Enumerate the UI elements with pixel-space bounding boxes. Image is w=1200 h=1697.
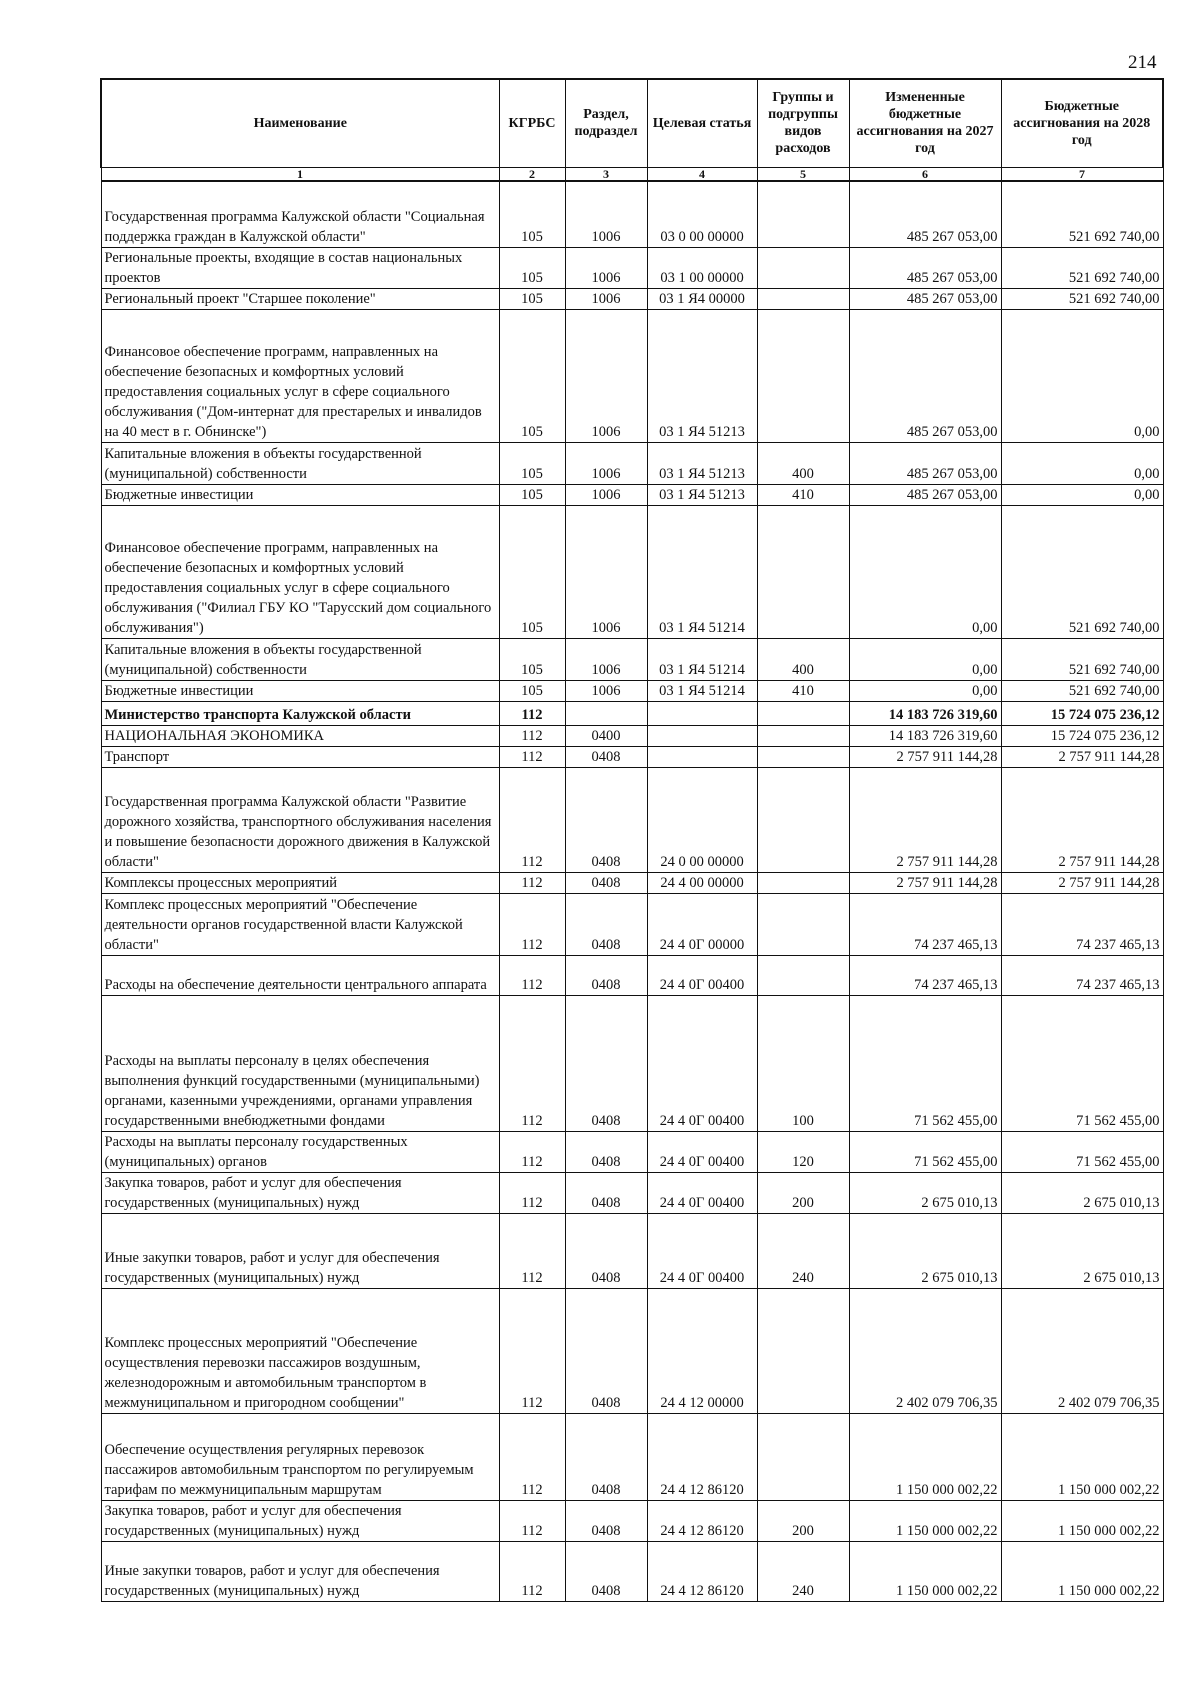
row-target-article: 24 4 0Г 00400 bbox=[647, 1132, 757, 1173]
row-expense-type bbox=[757, 289, 849, 310]
row-expense-type: 400 bbox=[757, 639, 849, 681]
row-amount-2027: 485 267 053,00 bbox=[849, 310, 1001, 443]
header-amount-2027: Измененные бюджетные ассигнования на 2027 год bbox=[849, 79, 1001, 167]
row-target-article: 03 1 Я4 51213 bbox=[647, 485, 757, 506]
row-section: 0408 bbox=[565, 768, 647, 873]
table-row bbox=[101, 248, 1163, 289]
row-name: Комплекс процессных мероприятий "Обеспечение осуществления перевозки пассажиров воздушным, железнодорожным и автомобильным транспортом в межмуниципальном и пригородном сообщении" bbox=[101, 1289, 499, 1414]
row-target-article: 24 4 0Г 00400 bbox=[647, 996, 757, 1132]
row-amount-2027: 485 267 053,00 bbox=[849, 181, 1001, 248]
row-kgrbs: 105 bbox=[499, 289, 565, 310]
row-section bbox=[565, 702, 647, 726]
row-amount-2027: 1 150 000 002,22 bbox=[849, 1414, 1001, 1501]
row-amount-2027: 2 757 911 144,28 bbox=[849, 747, 1001, 768]
row-amount-2027: 2 675 010,13 bbox=[849, 1214, 1001, 1289]
row-target-article: 03 1 00 00000 bbox=[647, 248, 757, 289]
row-kgrbs: 112 bbox=[499, 768, 565, 873]
row-section: 0408 bbox=[565, 1289, 647, 1414]
table-row bbox=[101, 639, 1163, 681]
row-section: 1006 bbox=[565, 681, 647, 702]
row-expense-type: 410 bbox=[757, 485, 849, 506]
table-row bbox=[101, 768, 1163, 873]
column-number: 2 bbox=[499, 167, 565, 181]
row-amount-2027: 14 183 726 319,60 bbox=[849, 726, 1001, 747]
row-expense-type: 240 bbox=[757, 1214, 849, 1289]
row-section: 0408 bbox=[565, 747, 647, 768]
row-amount-2028: 71 562 455,00 bbox=[1001, 996, 1163, 1132]
row-section: 0400 bbox=[565, 726, 647, 747]
table-row bbox=[101, 310, 1163, 443]
row-amount-2028: 74 237 465,13 bbox=[1001, 894, 1163, 956]
row-amount-2027: 0,00 bbox=[849, 639, 1001, 681]
header-expense-type: Группы и подгруппы видов расходов bbox=[757, 79, 849, 167]
column-number: 4 bbox=[647, 167, 757, 181]
row-section: 1006 bbox=[565, 289, 647, 310]
row-kgrbs: 105 bbox=[499, 310, 565, 443]
row-amount-2028: 0,00 bbox=[1001, 485, 1163, 506]
row-kgrbs: 105 bbox=[499, 485, 565, 506]
row-target-article: 24 4 0Г 00400 bbox=[647, 1214, 757, 1289]
table-row bbox=[101, 1289, 1163, 1414]
row-amount-2027: 71 562 455,00 bbox=[849, 996, 1001, 1132]
page-number: 214 bbox=[1128, 52, 1157, 73]
row-amount-2028: 1 150 000 002,22 bbox=[1001, 1542, 1163, 1602]
table-row bbox=[101, 1132, 1163, 1173]
row-amount-2028: 15 724 075 236,12 bbox=[1001, 726, 1163, 747]
row-kgrbs: 105 bbox=[499, 181, 565, 248]
row-target-article: 03 1 Я4 51213 bbox=[647, 443, 757, 485]
row-section: 1006 bbox=[565, 248, 647, 289]
row-name: Финансовое обеспечение программ, направленных на обеспечение безопасных и комфортных условий предоставления социальных услуг в сфере социального обслуживания ("Дом-интернат для престарелых и инвалидов на 40 мест в г. Обнинске") bbox=[101, 310, 499, 443]
row-expense-type bbox=[757, 1414, 849, 1501]
row-target-article: 03 1 Я4 51214 bbox=[647, 639, 757, 681]
row-amount-2028: 2 675 010,13 bbox=[1001, 1214, 1163, 1289]
row-section: 1006 bbox=[565, 639, 647, 681]
row-kgrbs: 105 bbox=[499, 681, 565, 702]
row-kgrbs: 112 bbox=[499, 873, 565, 894]
row-expense-type bbox=[757, 956, 849, 996]
row-expense-type: 120 bbox=[757, 1132, 849, 1173]
row-expense-type bbox=[757, 747, 849, 768]
budget-allocation-table bbox=[100, 78, 1164, 1602]
row-name: Закупка товаров, работ и услуг для обеспечения государственных (муниципальных) нужд bbox=[101, 1501, 499, 1542]
header-target-article: Целевая статья bbox=[647, 79, 757, 167]
row-name: Государственная программа Калужской области "Развитие дорожного хозяйства, транспортного обслуживания населения и повышение безопасности дорожного движения в Калужской области" bbox=[101, 768, 499, 873]
row-kgrbs: 112 bbox=[499, 702, 565, 726]
row-amount-2028: 15 724 075 236,12 bbox=[1001, 702, 1163, 726]
row-target-article: 03 0 00 00000 bbox=[647, 181, 757, 248]
table-row bbox=[101, 873, 1163, 894]
row-name: Капитальные вложения в объекты государственной (муниципальной) собственности bbox=[101, 443, 499, 485]
row-name: Закупка товаров, работ и услуг для обеспечения государственных (муниципальных) нужд bbox=[101, 1173, 499, 1214]
table-row bbox=[101, 702, 1163, 726]
row-kgrbs: 112 bbox=[499, 1542, 565, 1602]
row-kgrbs: 105 bbox=[499, 639, 565, 681]
row-name: Транспорт bbox=[101, 747, 499, 768]
row-amount-2027: 14 183 726 319,60 bbox=[849, 702, 1001, 726]
row-name: Обеспечение осуществления регулярных перевозок пассажиров автомобильным транспортом по регулируемым тарифам по межмуниципальным маршрутам bbox=[101, 1414, 499, 1501]
table-row bbox=[101, 1173, 1163, 1214]
row-kgrbs: 112 bbox=[499, 956, 565, 996]
row-expense-type bbox=[757, 726, 849, 747]
row-name: Расходы на выплаты персоналу в целях обеспечения выполнения функций государственными (муниципальными) органами, казенными учреждениями, органами управления государственными внебюджетными фондами bbox=[101, 996, 499, 1132]
row-amount-2027: 2 675 010,13 bbox=[849, 1173, 1001, 1214]
row-target-article: 24 4 00 00000 bbox=[647, 873, 757, 894]
row-target-article bbox=[647, 726, 757, 747]
row-target-article: 24 4 12 86120 bbox=[647, 1414, 757, 1501]
row-section: 1006 bbox=[565, 506, 647, 639]
table-row bbox=[101, 443, 1163, 485]
table-row bbox=[101, 726, 1163, 747]
row-expense-type: 100 bbox=[757, 996, 849, 1132]
row-name: НАЦИОНАЛЬНАЯ ЭКОНОМИКА bbox=[101, 726, 499, 747]
row-kgrbs: 112 bbox=[499, 894, 565, 956]
row-amount-2028: 521 692 740,00 bbox=[1001, 248, 1163, 289]
row-kgrbs: 112 bbox=[499, 1173, 565, 1214]
row-section: 0408 bbox=[565, 873, 647, 894]
row-amount-2028: 0,00 bbox=[1001, 443, 1163, 485]
row-amount-2027: 74 237 465,13 bbox=[849, 894, 1001, 956]
row-expense-type bbox=[757, 894, 849, 956]
row-section: 0408 bbox=[565, 996, 647, 1132]
row-amount-2028: 74 237 465,13 bbox=[1001, 956, 1163, 996]
row-section: 0408 bbox=[565, 1173, 647, 1214]
row-section: 1006 bbox=[565, 181, 647, 248]
row-expense-type bbox=[757, 1289, 849, 1414]
row-amount-2028: 521 692 740,00 bbox=[1001, 289, 1163, 310]
row-expense-type bbox=[757, 702, 849, 726]
header-section: Раздел, подраздел bbox=[565, 79, 647, 167]
table-row bbox=[101, 1501, 1163, 1542]
row-name: Министерство транспорта Калужской области bbox=[101, 702, 499, 726]
row-section: 0408 bbox=[565, 894, 647, 956]
row-name: Бюджетные инвестиции bbox=[101, 681, 499, 702]
row-kgrbs: 112 bbox=[499, 726, 565, 747]
row-name: Капитальные вложения в объекты государственной (муниципальной) собственности bbox=[101, 639, 499, 681]
row-amount-2027: 0,00 bbox=[849, 681, 1001, 702]
row-kgrbs: 105 bbox=[499, 443, 565, 485]
row-section: 1006 bbox=[565, 310, 647, 443]
row-section: 1006 bbox=[565, 485, 647, 506]
row-section: 0408 bbox=[565, 1132, 647, 1173]
row-target-article: 24 4 0Г 00000 bbox=[647, 894, 757, 956]
header-kgrbs: КГРБС bbox=[499, 79, 565, 167]
row-amount-2027: 1 150 000 002,22 bbox=[849, 1542, 1001, 1602]
row-expense-type bbox=[757, 873, 849, 894]
row-section: 0408 bbox=[565, 1414, 647, 1501]
row-target-article: 24 0 00 00000 bbox=[647, 768, 757, 873]
row-target-article: 03 1 Я4 51214 bbox=[647, 506, 757, 639]
row-amount-2028: 521 692 740,00 bbox=[1001, 639, 1163, 681]
row-kgrbs: 112 bbox=[499, 1414, 565, 1501]
column-number: 5 bbox=[757, 167, 849, 181]
table-row bbox=[101, 681, 1163, 702]
table-row bbox=[101, 485, 1163, 506]
row-kgrbs: 112 bbox=[499, 1214, 565, 1289]
row-amount-2027: 485 267 053,00 bbox=[849, 289, 1001, 310]
row-expense-type bbox=[757, 310, 849, 443]
row-target-article: 24 4 0Г 00400 bbox=[647, 956, 757, 996]
header-name: Наименование bbox=[101, 79, 499, 167]
row-amount-2027: 71 562 455,00 bbox=[849, 1132, 1001, 1173]
row-amount-2028: 2 757 911 144,28 bbox=[1001, 873, 1163, 894]
column-number: 6 bbox=[849, 167, 1001, 181]
table-row bbox=[101, 506, 1163, 639]
row-target-article: 24 4 12 00000 bbox=[647, 1289, 757, 1414]
table-row bbox=[101, 1414, 1163, 1501]
row-amount-2027: 485 267 053,00 bbox=[849, 248, 1001, 289]
row-name: Иные закупки товаров, работ и услуг для обеспечения государственных (муниципальных) нужд bbox=[101, 1542, 499, 1602]
row-amount-2028: 521 692 740,00 bbox=[1001, 681, 1163, 702]
row-expense-type bbox=[757, 181, 849, 248]
row-name: Государственная программа Калужской области "Социальная поддержка граждан в Калужской области" bbox=[101, 181, 499, 248]
row-target-article: 24 4 12 86120 bbox=[647, 1542, 757, 1602]
row-name: Финансовое обеспечение программ, направленных на обеспечение безопасных и комфортных условий предоставления социальных услуг в сфере социального обслуживания ("Филиал ГБУ КО "Тарусский дом социального обслуживания") bbox=[101, 506, 499, 639]
row-amount-2028: 0,00 bbox=[1001, 310, 1163, 443]
row-kgrbs: 112 bbox=[499, 1132, 565, 1173]
row-name: Комплекс процессных мероприятий "Обеспечение деятельности органов государственной власти Калужской области" bbox=[101, 894, 499, 956]
row-target-article: 24 4 0Г 00400 bbox=[647, 1173, 757, 1214]
header-amount-2028: Бюджетные ассигнования на 2028 год bbox=[1001, 79, 1163, 167]
row-kgrbs: 105 bbox=[499, 506, 565, 639]
row-kgrbs: 112 bbox=[499, 1289, 565, 1414]
row-name: Региональные проекты, входящие в состав национальных проектов bbox=[101, 248, 499, 289]
row-expense-type: 400 bbox=[757, 443, 849, 485]
row-target-article: 24 4 12 86120 bbox=[647, 1501, 757, 1542]
row-amount-2028: 2 757 911 144,28 bbox=[1001, 747, 1163, 768]
row-expense-type: 200 bbox=[757, 1173, 849, 1214]
row-amount-2027: 2 757 911 144,28 bbox=[849, 873, 1001, 894]
row-amount-2027: 1 150 000 002,22 bbox=[849, 1501, 1001, 1542]
row-amount-2028: 2 675 010,13 bbox=[1001, 1173, 1163, 1214]
row-amount-2028: 2 402 079 706,35 bbox=[1001, 1289, 1163, 1414]
row-target-article: 03 1 Я4 51214 bbox=[647, 681, 757, 702]
row-name: Иные закупки товаров, работ и услуг для обеспечения государственных (муниципальных) нужд bbox=[101, 1214, 499, 1289]
row-section: 0408 bbox=[565, 1542, 647, 1602]
row-expense-type: 200 bbox=[757, 1501, 849, 1542]
column-number: 3 bbox=[565, 167, 647, 181]
column-number: 7 bbox=[1001, 167, 1163, 181]
table-row bbox=[101, 956, 1163, 996]
row-kgrbs: 105 bbox=[499, 248, 565, 289]
row-expense-type: 410 bbox=[757, 681, 849, 702]
row-amount-2027: 485 267 053,00 bbox=[849, 443, 1001, 485]
row-expense-type bbox=[757, 248, 849, 289]
table-row bbox=[101, 747, 1163, 768]
row-amount-2027: 2 757 911 144,28 bbox=[849, 768, 1001, 873]
row-amount-2028: 1 150 000 002,22 bbox=[1001, 1501, 1163, 1542]
row-amount-2027: 0,00 bbox=[849, 506, 1001, 639]
table-row bbox=[101, 996, 1163, 1132]
row-name: Комплексы процессных мероприятий bbox=[101, 873, 499, 894]
table-row bbox=[101, 181, 1163, 248]
row-name: Региональный проект "Старшее поколение" bbox=[101, 289, 499, 310]
row-amount-2027: 485 267 053,00 bbox=[849, 485, 1001, 506]
table-row bbox=[101, 1542, 1163, 1602]
row-expense-type: 240 bbox=[757, 1542, 849, 1602]
row-kgrbs: 112 bbox=[499, 1501, 565, 1542]
row-amount-2028: 71 562 455,00 bbox=[1001, 1132, 1163, 1173]
row-kgrbs: 112 bbox=[499, 996, 565, 1132]
row-amount-2027: 2 402 079 706,35 bbox=[849, 1289, 1001, 1414]
row-section: 0408 bbox=[565, 956, 647, 996]
row-section: 0408 bbox=[565, 1214, 647, 1289]
table-row bbox=[101, 1214, 1163, 1289]
row-name: Расходы на обеспечение деятельности центрального аппарата bbox=[101, 956, 499, 996]
row-amount-2028: 2 757 911 144,28 bbox=[1001, 768, 1163, 873]
row-section: 1006 bbox=[565, 443, 647, 485]
row-name: Расходы на выплаты персоналу государственных (муниципальных) органов bbox=[101, 1132, 499, 1173]
row-section: 0408 bbox=[565, 1501, 647, 1542]
row-expense-type bbox=[757, 506, 849, 639]
table-row bbox=[101, 289, 1163, 310]
column-number: 1 bbox=[101, 167, 499, 181]
row-target-article bbox=[647, 747, 757, 768]
row-target-article: 03 1 Я4 00000 bbox=[647, 289, 757, 310]
row-name: Бюджетные инвестиции bbox=[101, 485, 499, 506]
row-kgrbs: 112 bbox=[499, 747, 565, 768]
row-expense-type bbox=[757, 768, 849, 873]
row-amount-2027: 74 237 465,13 bbox=[849, 956, 1001, 996]
row-amount-2028: 1 150 000 002,22 bbox=[1001, 1414, 1163, 1501]
row-target-article bbox=[647, 702, 757, 726]
row-target-article: 03 1 Я4 51213 bbox=[647, 310, 757, 443]
table-row bbox=[101, 894, 1163, 956]
row-amount-2028: 521 692 740,00 bbox=[1001, 181, 1163, 248]
row-amount-2028: 521 692 740,00 bbox=[1001, 506, 1163, 639]
